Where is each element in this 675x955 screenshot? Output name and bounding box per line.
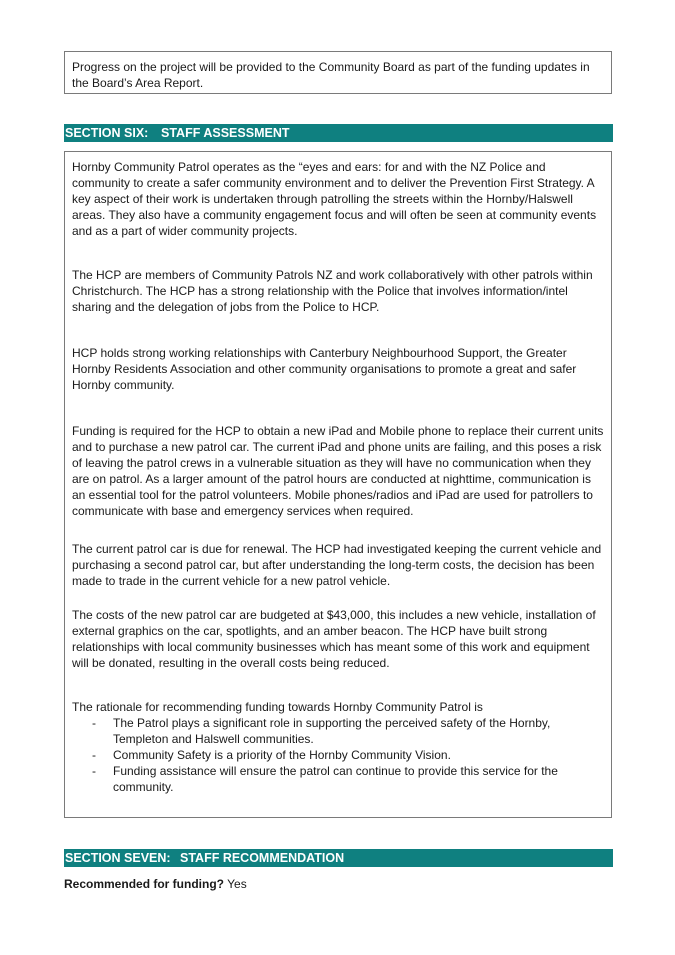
list-item xyxy=(72,763,604,795)
recommendation-line xyxy=(64,876,247,892)
section-six-number: SECTION SIX: xyxy=(65,126,149,140)
dash-marker: - xyxy=(92,716,96,730)
assessment-paragraph-1: Hornby Community Patrol operates as the “eyes and ears: for and with the NZ Police and community to create a safer community environment and to deliver the Prevention First Strategy. A key aspect of their work is undertaken through patrolling the streets within the Hornby/Halswell areas. They also have a community engagement focus and will often be seen at community events and as a part of wider community projects. xyxy=(72,160,597,238)
list-item-text: The Patrol plays a significant role in supporting the perceived safety of the Hornby, Templeton and Halswell communities. xyxy=(113,716,551,746)
section-seven-number: SECTION SEVEN: xyxy=(65,851,171,865)
assessment-paragraph-5: The current patrol car is due for renewal. The HCP had investigated keeping the current vehicle and purchasing a second patrol car, but after understanding the long-term costs, the decision has been made to trade in the current vehicle for a new patrol vehicle. xyxy=(72,542,602,588)
list-item-text: Funding assistance will ensure the patrol can continue to provide this service for the community. xyxy=(113,764,558,794)
assessment-paragraph-7: The rationale for recommending funding towards Hornby Community Patrol is xyxy=(72,700,483,714)
assessment-paragraph-3: HCP holds strong working relationships with Canterbury Neighbourhood Support, the Greater Hornby Residents Association and other community organisations to promote a great and safer Hornby community. xyxy=(72,346,577,392)
assessment-paragraph-4: Funding is required for the HCP to obtain a new iPad and Mobile phone to replace their current units and to purchase a new patrol car. The current iPad and phone units are failing, and this poses a risk of leaving the patrol crews in a vulnerable situation as they will have no communication when they are on patrol. As a larger amount of the patrol hours are conducted at nighttime, communication is an essential tool for the patrol volunteers. Mobile phones/radios and iPad are used for patrollers to communicate with base and emergency services when required. xyxy=(72,424,604,518)
list-item xyxy=(72,715,604,747)
recommendation-value: Yes xyxy=(227,877,247,891)
list-item xyxy=(72,747,604,763)
section-six-header xyxy=(64,124,613,142)
dash-marker: - xyxy=(92,764,96,778)
dash-marker: - xyxy=(92,748,96,762)
progress-text: Progress on the project will be provided to the Community Board as part of the funding updates in the Board’s Area Report. xyxy=(72,60,590,90)
section-seven-header xyxy=(64,849,613,867)
list-item-text: Community Safety is a priority of the Hornby Community Vision. xyxy=(113,748,451,762)
rationale-list xyxy=(72,715,604,795)
assessment-paragraph-2: The HCP are members of Community Patrols NZ and work collaboratively with other patrols within Christchurch. The HCP has a strong relationship with the Police that involves information/intel sharing and the delegation of jobs from the Police to HCP. xyxy=(72,268,593,314)
staff-assessment-box xyxy=(64,151,612,818)
recommendation-label: Recommended for funding? xyxy=(64,877,224,891)
progress-box xyxy=(64,51,612,94)
section-six-title: STAFF ASSESSMENT xyxy=(161,126,290,140)
assessment-paragraph-6: The costs of the new patrol car are budgeted at $43,000, this includes a new vehicle, installation of external graphics on the car, spotlights, and an amber beacon. The HCP have built strong relationships with local community businesses which has meant some of this work and equipment will be donated, resulting in the overall costs being reduced. xyxy=(72,608,596,670)
section-seven-title: STAFF RECOMMENDATION xyxy=(180,851,345,865)
